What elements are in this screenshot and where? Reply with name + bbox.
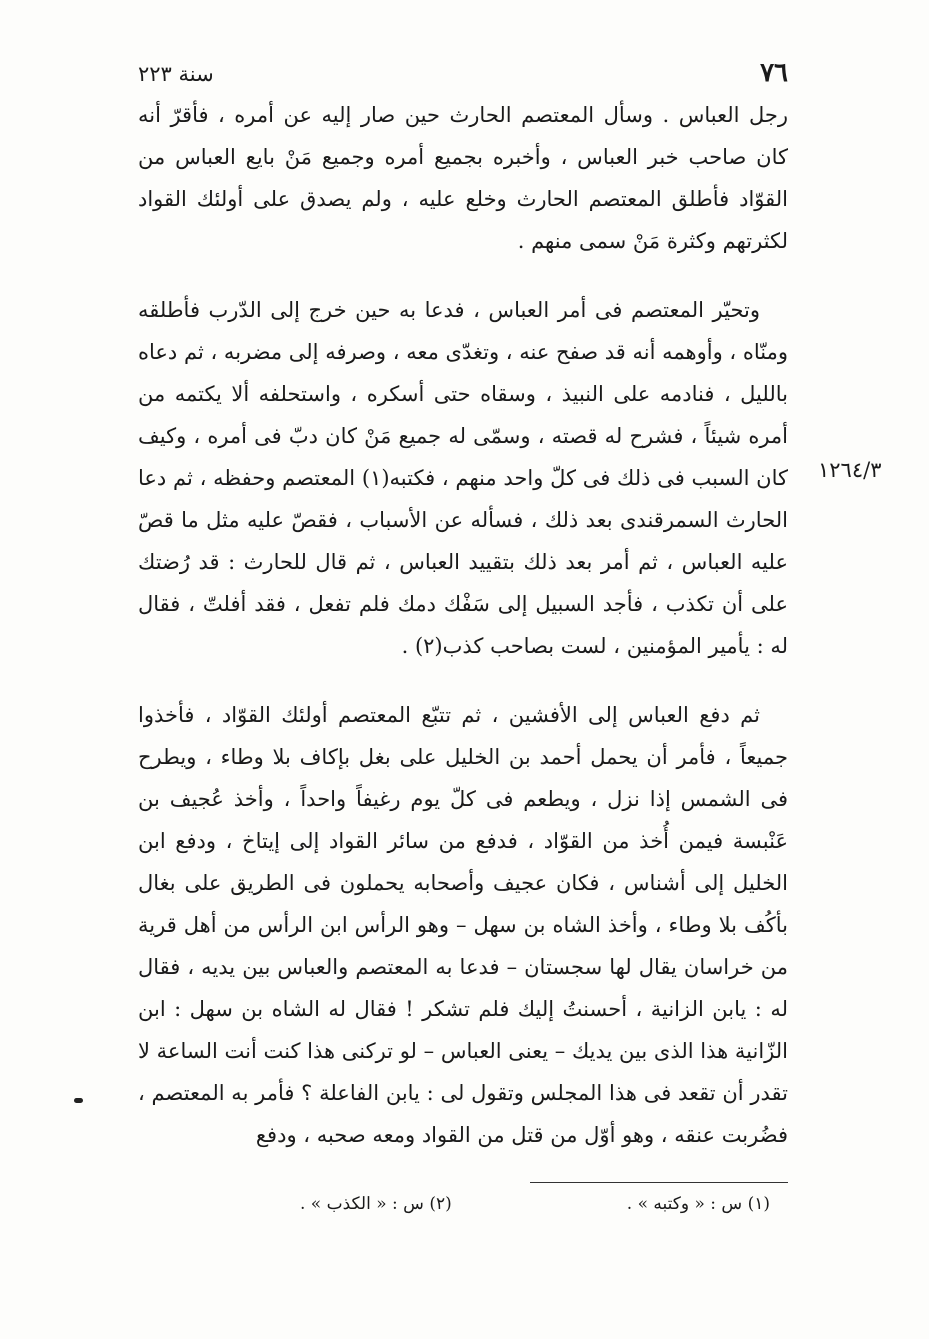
running-head: سنة ٢٢٣	[138, 62, 214, 86]
page-header	[138, 58, 788, 92]
paragraph-3: ثم دفع العباس إلى الأفشين ، ثم تتبّع المعتصم أولئك القوّاد ، فأخذوا جميعاً ، فأمر أن يحمل أحمد بن الخليل على بغل بإكاف بلا وطاء ، ويطرح فى الشمس إذا نزل ، ويطعم فى كلّ يوم رغيفاً واحداً ، وأخذ عُجيف بن عَنْبسة فيمن أُخذ من القوّاد ، فدفع من سائر القواد إلى إيتاخ ، ودفع ابن الخليل إلى أشناس ، فكان عجيف وأصحابه يحملون فى الطريق على بغال بأكُف بلا وطاء ، وأخذ الشاه بن سهل – وهو الرأس ابن الرأس من أهل قرية من خراسان يقال لها سجستان – فدعا به المعتصم والعباس بين يديه ، فقال له : يابن الزانية ، أحسنتُ إليك فلم تشكر ! فقال له الشاه بن سهل : ابن الزّانية هذا الذى بين يديك – يعنى العباس – لو تركنى هذا كنت أنت الساعة لا تقدر أن تقعد فى هذا المجلس وتقول لى : يابن الفاعلة ؟ فأمر به المعتصم ، فضُربت عنقه ، وهو أوّل من قتل من القواد ومعه صحبه ، ودفع	[138, 703, 788, 1147]
paragraph-1: رجل العباس . وسأل المعتصم الحارث حين صار إليه عن أمره ، فأقرّ أنه كان صاحب خبر العباس ، وأخبره بجميع أمره وجميع مَنْ بايع العباس من القوّاد فأطلق المعتصم الحارث وخلع عليه ، ولم يصدق على أولئك القواد لكثرتهم وكثرة مَنْ سمى منهم .	[138, 103, 788, 253]
paragraph-2: وتحيّر المعتصم فى أمر العباس ، فدعا به حين خرج إلى الدّرب فأطلقه ومنّاه ، وأوهمه أنه قد صفح عنه ، وتغدّى معه ، وصرفه إلى مضربه ، ثم دعاه بالليل ، فنادمه على النبيذ ، وسقاه حتى أسكره ، واستحلفه ألا يكتمه من أمره شيئاً ، فشرح له قصته ، وسمّى له جميع مَنْ كان دبّ فى أمره ، وكيف كان السبب فى ذلك فى كلّ واحد منهم ، فكتبه(١) المعتصم وحفظه ، ثم دعا الحارث السمرقندى بعد ذلك ، فسأله عن الأسباب ، فقصّ عليه مثل ما قصّ عليه العباس ، ثم أمر بعد ذلك بتقييد العباس ، ثم قال للحارث : قد رُضتك على أن تكذب ، فأجد السبيل إلى سَفْك دمك فلم تفعل ، فقد أفلتّ ، فقال له : يأمير المؤمنين ، لست بصاحب كذب(٢) .	[138, 298, 788, 658]
footnotes	[300, 1194, 770, 1224]
footnote-divider	[530, 1182, 788, 1183]
footnote-2: (٢) س : « الكذب » .	[300, 1194, 452, 1214]
ink-speck	[74, 1098, 83, 1103]
page-number: ٧٦	[760, 58, 788, 88]
footnote-1: (١) س : « وكتبه » .	[626, 1194, 770, 1214]
main-text	[138, 94, 788, 1183]
margin-reference: ١٢٦٤/٣	[818, 458, 882, 482]
